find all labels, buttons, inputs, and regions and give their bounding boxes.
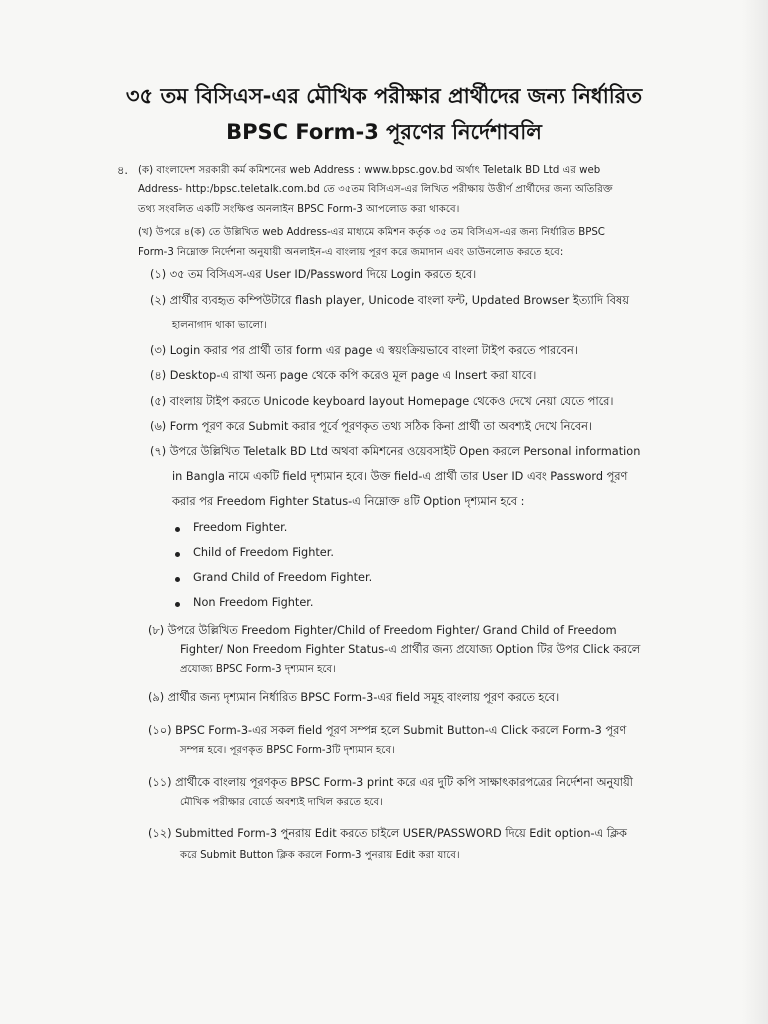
document-title-line-1: ৩৫ তম বিসিএস-এর মৌখিক পরীক্ষার প্রার্থীদের জন্য নির্ধারিত [125,84,643,108]
para-b-line-2: Form-3 নিম্নোক্ত নির্দেশনা অনুযায়ী অনলাইন-এ বাংলায় পূরণ করে জমাদান এবং ডাউনলোড করতে হবে: [138,247,564,258]
bullet-item: Child of Freedom Fighter. [193,546,334,559]
item-2-line-2: হালনাগাদ থাকা ভালো। [172,320,267,331]
para-a-line-2: Address- http:/bpsc.teletalk.com.bd তে ৩৫তম বিসিএস-এর লিখিত পরীক্ষায় উত্তীর্ণ প্রার্থীদের জন্য অতিরিক্ত [138,184,613,195]
para-a-line-1: (ক) বাংলাদেশ সরকারী কর্ম কমিশনের web Address : www.bpsc.gov.bd অর্থাৎ Teletalk BD Ltd এর web [138,165,601,176]
section-number: ৪. [117,164,128,177]
bullet-item: Grand Child of Freedom Fighter. [193,571,373,584]
bullet-dot [175,602,180,607]
bullet-dot [175,527,180,532]
bullet-item: Non Freedom Fighter. [193,596,314,609]
item-3: (৩) Login করার পর প্রার্থী তার form এর page এ স্বয়ংক্রিয়ভাবে বাংলা টাইপ করতে পারবেন। [150,344,578,357]
item-12-line-2: করে Submit Button ক্লিক করলে Form-3 পুনরায় Edit করা যাবে। [180,850,460,861]
item-9: (৯) প্রার্থীর জন্য দৃশ্যমান নির্ধারিত BPSC Form-3-এর field সমূহ বাংলায় পূরণ করতে হবে। [148,691,560,704]
item-7-line-2: in Bangla নামে একটি field দৃশ্যমান হবে। উক্ত field-এ প্রার্থী তার User ID এবং Password পূরণ [172,470,628,483]
item-8-line-3: প্রযোজ্য BPSC Form-3 দৃশ্যমান হবে। [180,664,336,675]
item-5: (৫) বাংলায় টাইপ করতে Unicode keyboard layout Homepage থেকেও দেখে নেয়া যেতে পারে। [150,395,614,408]
item-8-line-1: (৮) উপরে উল্লিখিত Freedom Fighter/Child of Freedom Fighter/ Grand Child of Freedom [148,624,617,637]
document-title-line-2: BPSC Form-3 পূরণের নির্দেশাবলি [226,120,542,144]
bullet-dot [175,577,180,582]
bullet-dot [175,552,180,557]
item-7-line-1: (৭) উপরে উল্লিখিত Teletalk BD Ltd অথবা কমিশনের ওয়েবসাইট Open করলে Personal information [150,445,641,458]
item-2-line-1: (২) প্রার্থীর ব্যবহৃত কম্পিউটারে flash player, Unicode বাংলা ফন্ট, Updated Browser ইত্যাদি বিষয় [150,294,629,307]
para-a-line-3: তথ্য সংবলিত একটি সংক্ষিপ্ত অনলাইন BPSC Form-3 আপলোড করা থাকবে। [138,204,460,215]
item-1: (১) ৩৫ তম বিসিএস-এর User ID/Password দিয়ে Login করতে হবে। [150,268,477,281]
item-10-line-1: (১০) BPSC Form-3-এর সকল field পূরণ সম্পন্ন হলে Submit Button-এ Click করলে Form-3 পূরণ [148,724,627,737]
item-11-line-2: মৌখিক পরীক্ষার বোর্ডে অবশ্যই দাখিল করতে হবে। [180,797,383,808]
item-8-line-2: Fighter/ Non Freedom Fighter Status-এ প্রার্থীর জন্য প্রযোজ্য Option টির উপর Click করলে [180,643,641,656]
item-12-line-1: (১২) Submitted Form-3 পুনরায় Edit করতে চাইলে USER/PASSWORD দিয়ে Edit option-এ ক্লিক [148,827,627,840]
item-4: (৪) Desktop-এ রাখা অন্য page থেকে কপি করেও মূল page এ Insert করা যাবে। [150,369,537,382]
item-11-line-1: (১১) প্রার্থীকে বাংলায় পূরণকৃত BPSC Form-3 print করে এর দুটি কপি সাক্ষাৎকারপত্রের নির্দেশনা অনুযায়ী [148,776,633,789]
bullet-item: Freedom Fighter. [193,521,288,534]
item-6: (৬) Form পূরণ করে Submit করার পূর্বে পূরণকৃত তথ্য সঠিক কিনা প্রার্থী তা অবশ্যই দেখে নিবেন। [150,420,592,433]
para-b-line-1: (খ) উপরে ৪(ক) তে উল্লিখিত web Address-এর মাধ্যমে কমিশন কর্তৃক ৩৫ তম বিসিএস-এর জন্য নির্ধারিত BPSC [138,227,605,238]
item-7-line-3: করার পর Freedom Fighter Status-এ নিম্নোক্ত ৪টি Option দৃশ্যমান হবে : [172,495,525,508]
item-10-line-2: সম্পন্ন হবে। পূরণকৃত BPSC Form-3টি দৃশ্যমান হবে। [180,745,395,756]
